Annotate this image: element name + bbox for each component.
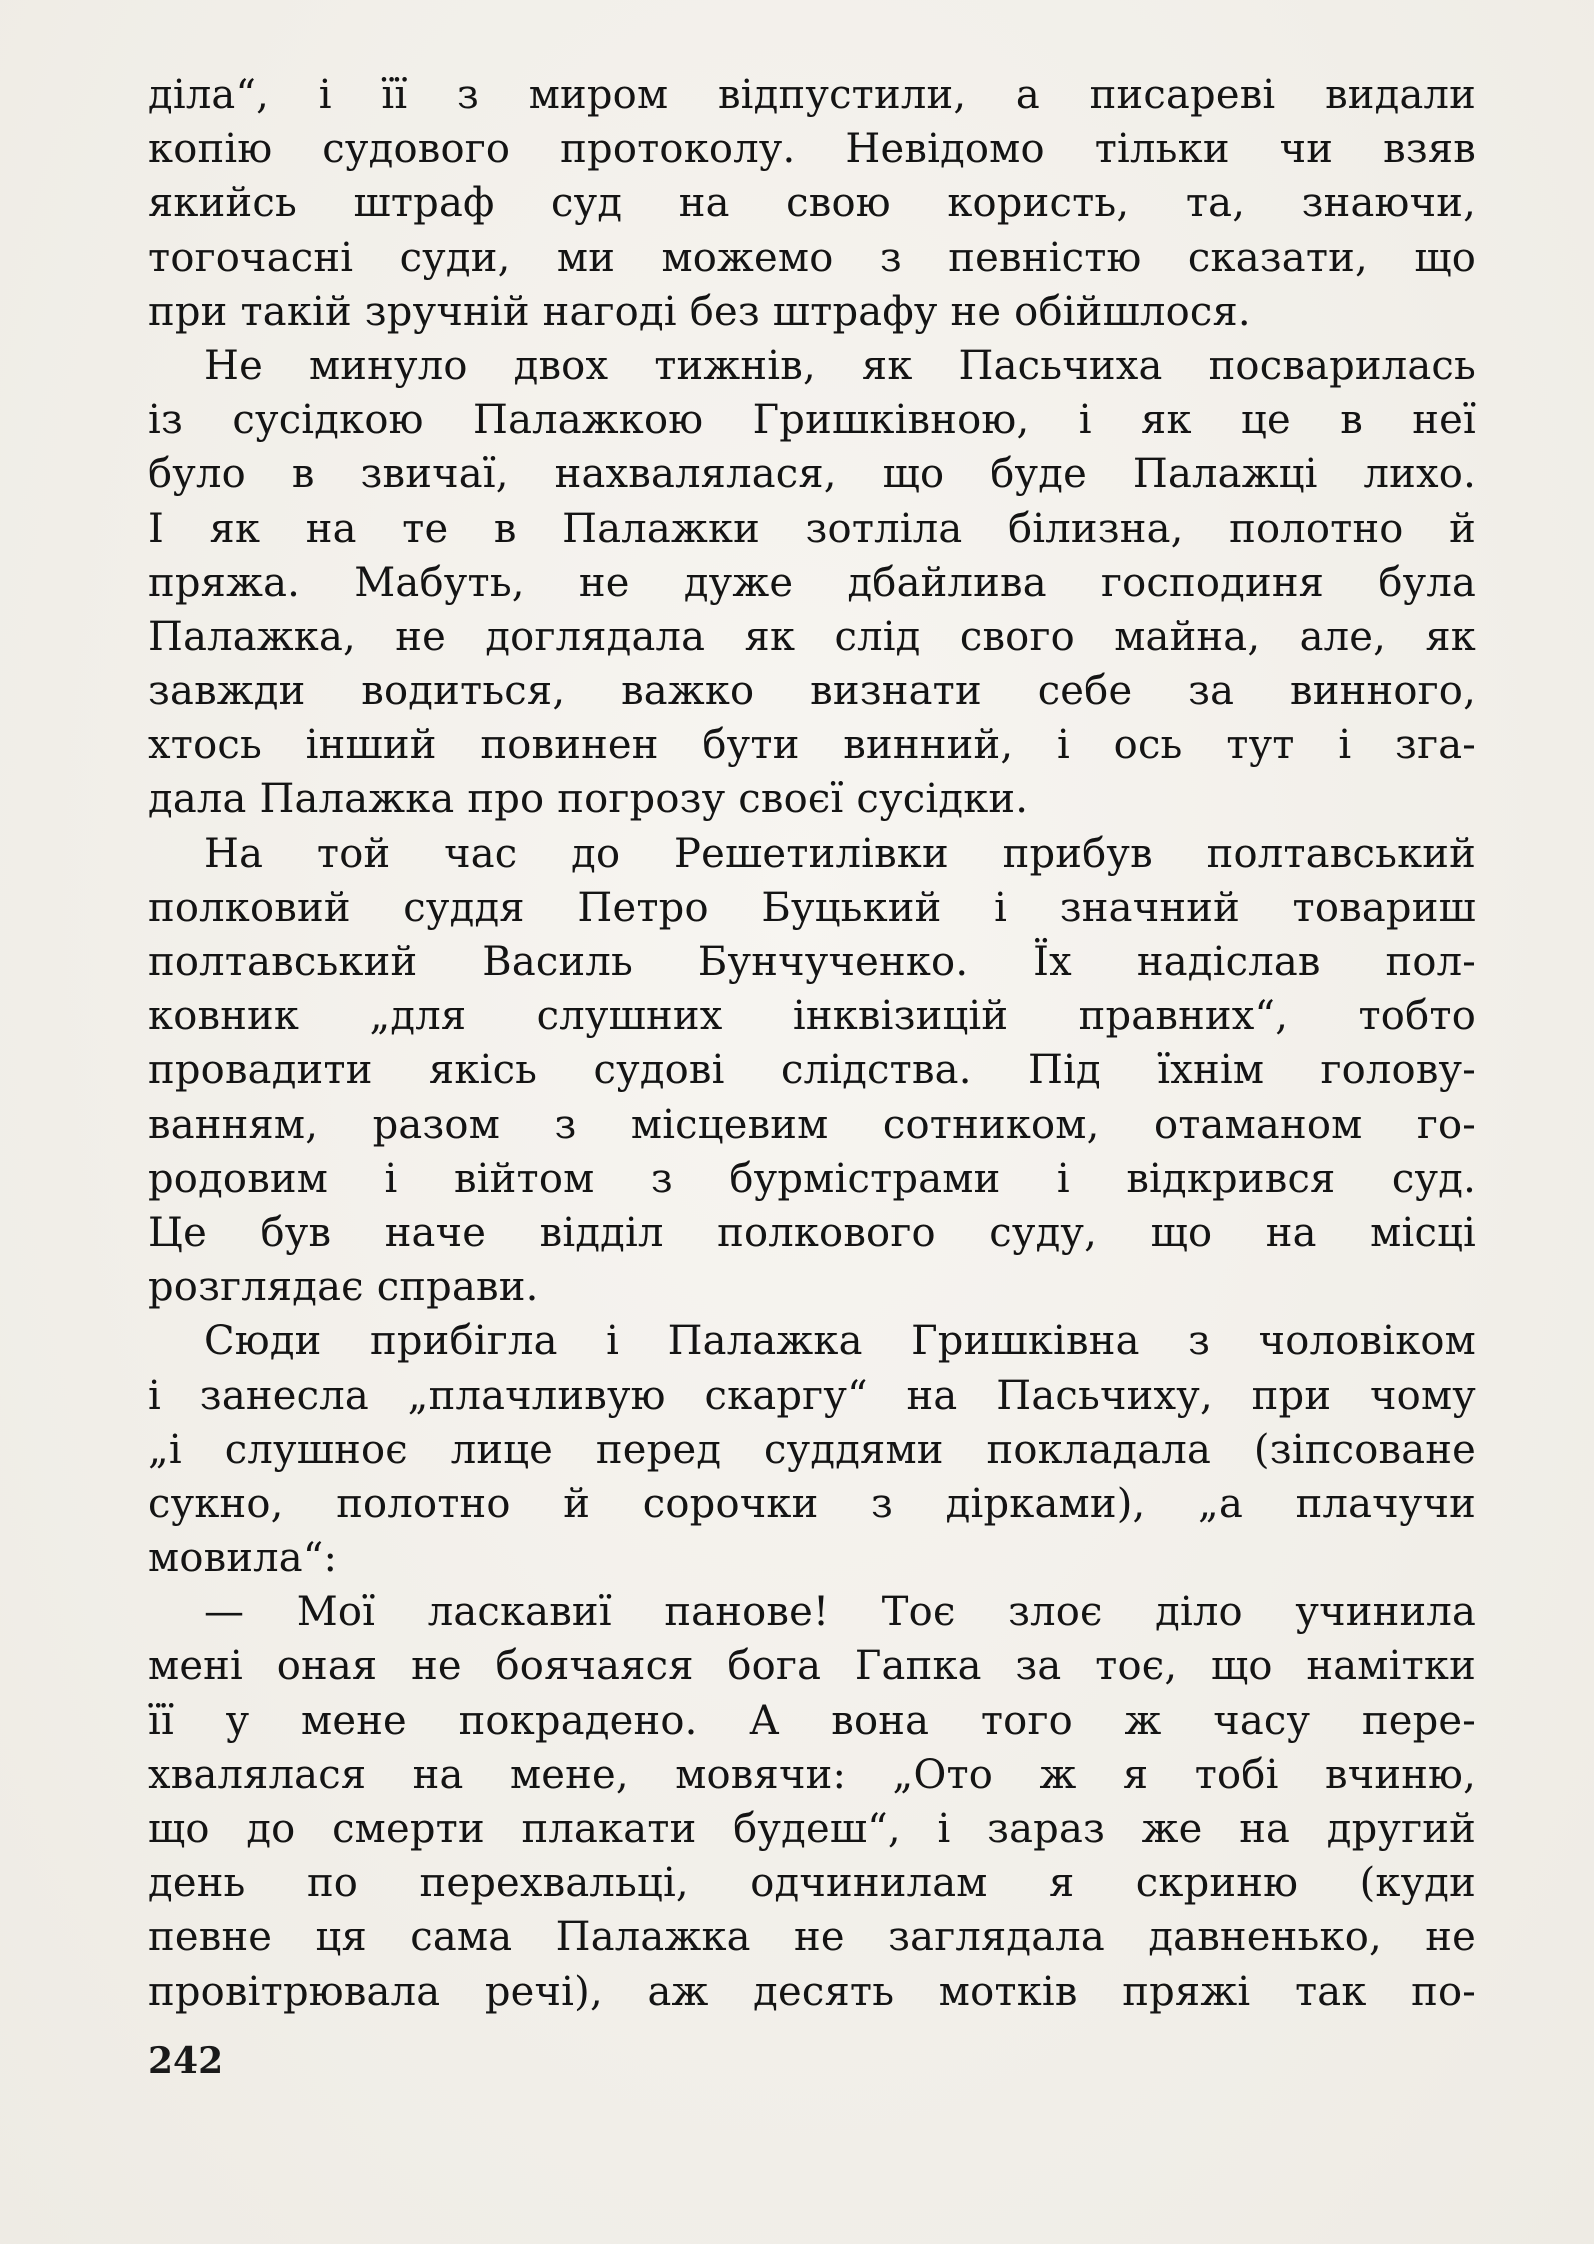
text-line: полковий суддя Петро Буцький і значний товариш xyxy=(148,884,1476,931)
text-line: дала Палажка про погрозу своєї сусідки. xyxy=(148,776,1029,823)
text-line: пряжа. Мабуть, не дуже дбайлива господиня була xyxy=(148,559,1476,606)
text-line: Не минуло двох тижнів, як Пасьчиха посварилась xyxy=(204,342,1476,389)
text-line: діла“, і її з миром відпустили, а писареві видали xyxy=(148,72,1476,118)
text-line: що до смерти плакати будеш“, і зараз же на другий xyxy=(148,1806,1476,1852)
text-line: тогочасні суди, ми можемо з певністю сказати, що xyxy=(148,234,1476,281)
text-line: провадити якісь судові слідства. Під їхнім голову- xyxy=(148,1047,1476,1094)
text-line: було в звичаї, нахвалялася, що буде Палажці лихо. xyxy=(148,451,1476,498)
text-line: ковник „для слушних інквізицій правних“, тобто xyxy=(148,993,1476,1040)
text-line: — Мої ласкавиї панове! Тоє злоє діло учинила xyxy=(204,1589,1476,1636)
text-line: якийсь штраф суд на свою користь, та, знаючи, xyxy=(148,180,1476,227)
page-number: 242 xyxy=(148,2040,224,2082)
text-line: розглядає справи. xyxy=(148,1264,539,1311)
text-line: Палажка, не доглядала як слід свого майна, але, як xyxy=(148,613,1476,660)
text-line: мені оная не боячаяся бога Гапка за тоє, що намітки xyxy=(148,1643,1476,1690)
text-line: полтавський Василь Бунчученко. Їх надіслав пол- xyxy=(148,939,1476,985)
text-line: мовила“: xyxy=(148,1535,338,1582)
text-line: Сюди прибігла і Палажка Гришківна з чоловіком xyxy=(204,1318,1476,1365)
text-line: Це був наче відділ полкового суду, що на місці xyxy=(148,1209,1476,1256)
text-line: завжди водиться, важко визнати себе за винного, xyxy=(148,668,1476,715)
text-line: певне ця сама Палажка не заглядала давненько, не xyxy=(148,1914,1476,1961)
text-line: день по перехвальці, одчинилам я скриню (куди xyxy=(148,1860,1476,1907)
text-line: На той час до Решетилівки прибув полтавський xyxy=(204,830,1476,877)
text-line: із сусідкою Палажкою Гришківною, і як це в неї xyxy=(148,397,1476,444)
text-line: і занесла „плачливую скаргу“ на Пасьчиху, при чому xyxy=(148,1372,1476,1419)
body-text xyxy=(148,68,1476,2019)
text-line: хвалялася на мене, мовячи: „Ото ж я тобі вчиню, xyxy=(148,1751,1476,1798)
text-line: хтось інший повинен бути винний, і ось тут і зга- xyxy=(148,722,1476,769)
text-line: її у мене покрадено. А вона того ж часу пере- xyxy=(148,1697,1476,1744)
text-line: І як на те в Палажки зотліла білизна, полотно й xyxy=(148,505,1476,552)
text-line: провітрювала речі), аж десять мотків пряжі так по- xyxy=(148,1968,1476,2015)
text-line: сукно, полотно й сорочки з дірками), „а плачучи xyxy=(148,1480,1476,1527)
text-line: родовим і війтом з бурмістрами і відкрився суд. xyxy=(148,1155,1476,1202)
text-line: ванням, разом з місцевим сотником, отаманом го- xyxy=(148,1101,1476,1148)
text-line: „і слушноє лице перед суддями покладала (зіпсоване xyxy=(148,1426,1476,1473)
text-line: копію судового протоколу. Невідомо тільки чи взяв xyxy=(148,126,1476,173)
text-line: при такій зручній нагоді без штрафу не обійшлося. xyxy=(148,288,1251,335)
